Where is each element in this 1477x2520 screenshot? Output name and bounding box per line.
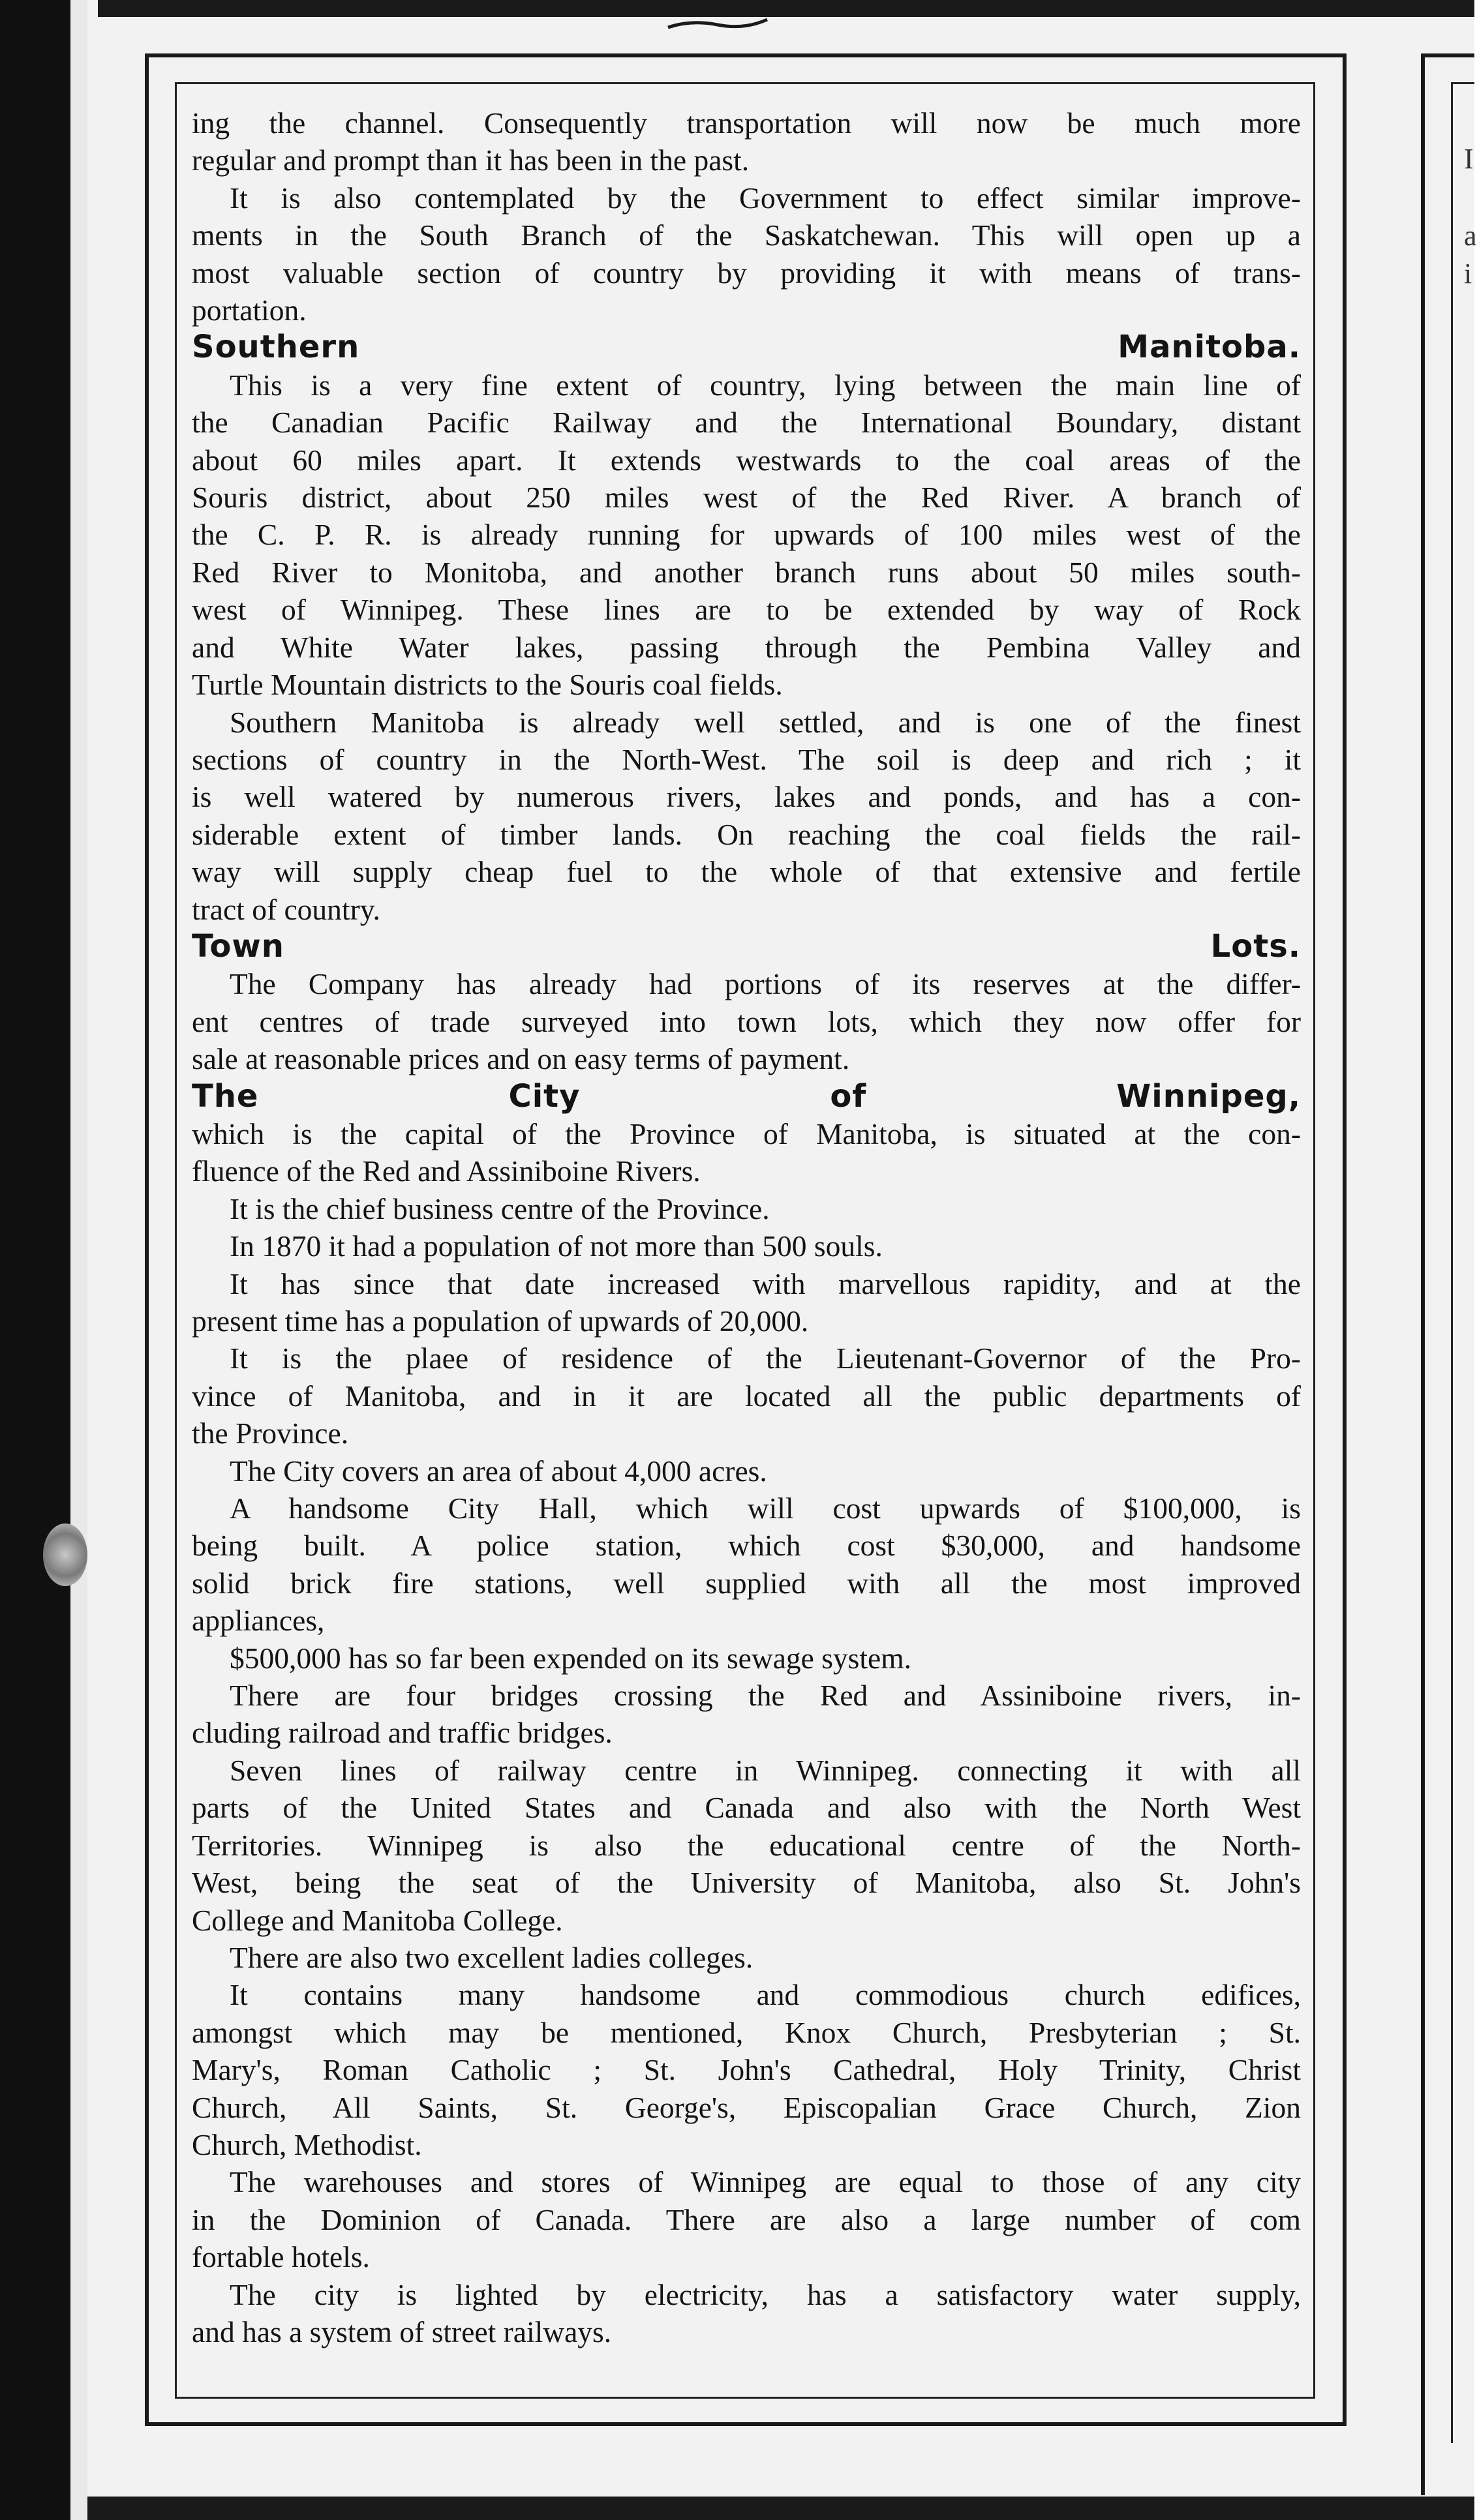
text-line: Turtle Mountain districts to the Souris coal fields. (192, 668, 783, 702)
adjacent-page-inner-frame (1451, 82, 1474, 2443)
text-line: about 60 miles apart. It extends westwards to the coal areas of the (192, 443, 1301, 477)
text-line: the C. P. R. is already running for upwards of 100 miles west of the (192, 518, 1301, 552)
text-line: Mary's, Roman Catholic ; St. John's Cathedral, Holy Trinity, Christ (192, 2053, 1301, 2087)
paragraph (192, 2163, 1301, 2275)
adjacent-page-char: a (1464, 220, 1477, 252)
text-line: Southern Manitoba is already well settled, and is one of the finest (230, 705, 1301, 739)
text-line: West, being the seat of the University of Manitoba, also St. John's (192, 1866, 1301, 1900)
paragraph (192, 704, 1301, 928)
text-line: The warehouses and stores of Winnipeg are equal to those of any city (230, 2165, 1301, 2199)
article-body (192, 104, 1301, 2350)
paragraph (192, 179, 1301, 329)
text-line: cluding railroad and traffic bridges. (192, 1716, 613, 1750)
text-line: In 1870 it had a population of not more than 500 souls. (230, 1229, 883, 1263)
paragraph (192, 367, 1301, 704)
text-line: The city is lighted by electricity, has a satisfactory water supply, (230, 2277, 1301, 2311)
bottom-border (87, 2497, 1474, 2520)
text-line: Red River to Monitoba, and another branch runs about 50 miles south- (192, 555, 1301, 589)
text-line: siderable extent of timber lands. On reaching the coal fields the rail- (192, 817, 1301, 851)
text-line: vince of Manitoba, and in it are located all the public departments of (192, 1379, 1301, 1413)
paragraph (192, 1490, 1301, 1640)
text-line: west of Winnipeg. These lines are to be extended by way of Rock (192, 593, 1301, 627)
paragraph (192, 1190, 1301, 1227)
text-line: Territories. Winnipeg is also the educational centre of the North- (192, 1828, 1301, 1862)
paragraph (192, 2276, 1301, 2351)
text-line: appliances, (192, 1604, 325, 1638)
text-line: which is the capital of the Province of Manitoba, is situated at the con- (192, 1117, 1301, 1150)
paragraph (192, 1976, 1301, 2163)
text-line: $500,000 has so far been expended on its sewage system. (230, 1641, 911, 1675)
text-line: College and Manitoba College. (192, 1903, 563, 1937)
paragraph (192, 104, 1301, 179)
scan-edge (70, 0, 87, 2520)
text-line: regular and prompt than it has been in the past. (192, 143, 750, 177)
text-line: ing the channel. Consequently transportation will now be much more (192, 106, 1301, 140)
ink-blot (43, 1523, 87, 1586)
text-line: sale at reasonable prices and on easy terms of payment. (192, 1042, 850, 1076)
text-line: tract of country. (192, 892, 380, 926)
text-line: solid brick fire stations, well supplied with all the most improved (192, 1566, 1301, 1600)
text-line: and has a system of street railways. (192, 2315, 612, 2348)
text-line: and White Water lakes, passing through the Pembina Valley and (192, 630, 1301, 664)
text-line: fluence of the Red and Assiniboine Rivers. (192, 1154, 701, 1188)
text-line: being built. A police station, which cost $30,000, and handsome (192, 1529, 1301, 1563)
text-line: Church, All Saints, St. George's, Episcopalian Grace Church, Zion (192, 2090, 1301, 2124)
text-line: parts of the United States and Canada and also with the North West (192, 1791, 1301, 1825)
section-heading: The City of Winnipeg, (192, 1077, 1301, 1115)
paragraph (192, 1452, 1301, 1490)
text-line: This is a very fine extent of country, lying between the main line of (230, 368, 1301, 402)
text-line: There are four bridges crossing the Red and Assiniboine rivers, in- (230, 1679, 1301, 1713)
text-line: most valuable section of country by providing it with means of trans- (192, 256, 1301, 290)
text-line: fortable hotels. (192, 2240, 370, 2274)
paragraph (192, 1115, 1301, 1190)
text-line: Seven lines of railway centre in Winnipeg. connecting it with all (230, 1753, 1301, 1787)
text-line: ent centres of trade surveyed into town lots, which they now offer for (192, 1004, 1301, 1038)
paragraph (192, 965, 1301, 1077)
text-line: the Canadian Pacific Railway and the International Boundary, distant (192, 406, 1301, 440)
text-line: It is the chief business centre of the Province. (230, 1192, 770, 1225)
text-line: There are also two excellent ladies colleges. (230, 1940, 754, 1974)
text-line: ments in the South Branch of the Saskatchewan. This will open up a (192, 218, 1301, 252)
scan-left-border (0, 0, 70, 2520)
section-heading: Southern Manitoba. (192, 329, 1301, 366)
text-line: A handsome City Hall, which will cost upwards of $100,000, is (230, 1492, 1301, 1525)
text-line: amongst which may be mentioned, Knox Church, Presbyterian ; St. (192, 2015, 1301, 2049)
text-line: in the Dominion of Canada. There are also a large number of com (192, 2202, 1301, 2236)
adjacent-page-char: I (1464, 143, 1474, 175)
paragraph (192, 1227, 1301, 1265)
text-line: It has since that date increased with marvellous rapidity, and at the (230, 1267, 1301, 1300)
ornament-flourish (665, 17, 770, 31)
top-border (98, 0, 1474, 17)
paragraph (192, 1752, 1301, 1939)
text-line: present time has a population of upwards of 20,000. (192, 1304, 809, 1338)
text-line: way will supply cheap fuel to the whole of that extensive and fertile (192, 855, 1301, 889)
text-line: It contains many handsome and commodious church edifices, (230, 1978, 1301, 2012)
paragraph (192, 1265, 1301, 1340)
section-heading: Town Lots. (192, 927, 1301, 965)
text-line: It is also contemplated by the Government to effect similar improve- (230, 181, 1301, 215)
text-line: the Province. (192, 1417, 349, 1450)
text-line: It is the plaee of residence of the Lieutenant-Governor of the Pro- (230, 1342, 1301, 1375)
text-line: The City covers an area of about 4,000 acres. (230, 1454, 767, 1488)
paragraph (192, 1340, 1301, 1452)
paragraph (192, 1640, 1301, 1677)
paragraph (192, 1939, 1301, 1976)
text-line: Souris district, about 250 miles west of the Red River. A branch of (192, 481, 1301, 515)
paragraph (192, 1677, 1301, 1752)
adjacent-page-char: i (1464, 258, 1472, 290)
text-line: Church, Methodist. (192, 2127, 422, 2161)
text-line: The Company has already had portions of its reserves at the differ- (230, 967, 1301, 1001)
text-line: is well watered by numerous rivers, lakes and ponds, and has a con- (192, 780, 1301, 814)
text-line: sections of country in the North-West. The soil is deep and rich ; it (192, 742, 1301, 776)
text-line: portation. (192, 293, 307, 327)
